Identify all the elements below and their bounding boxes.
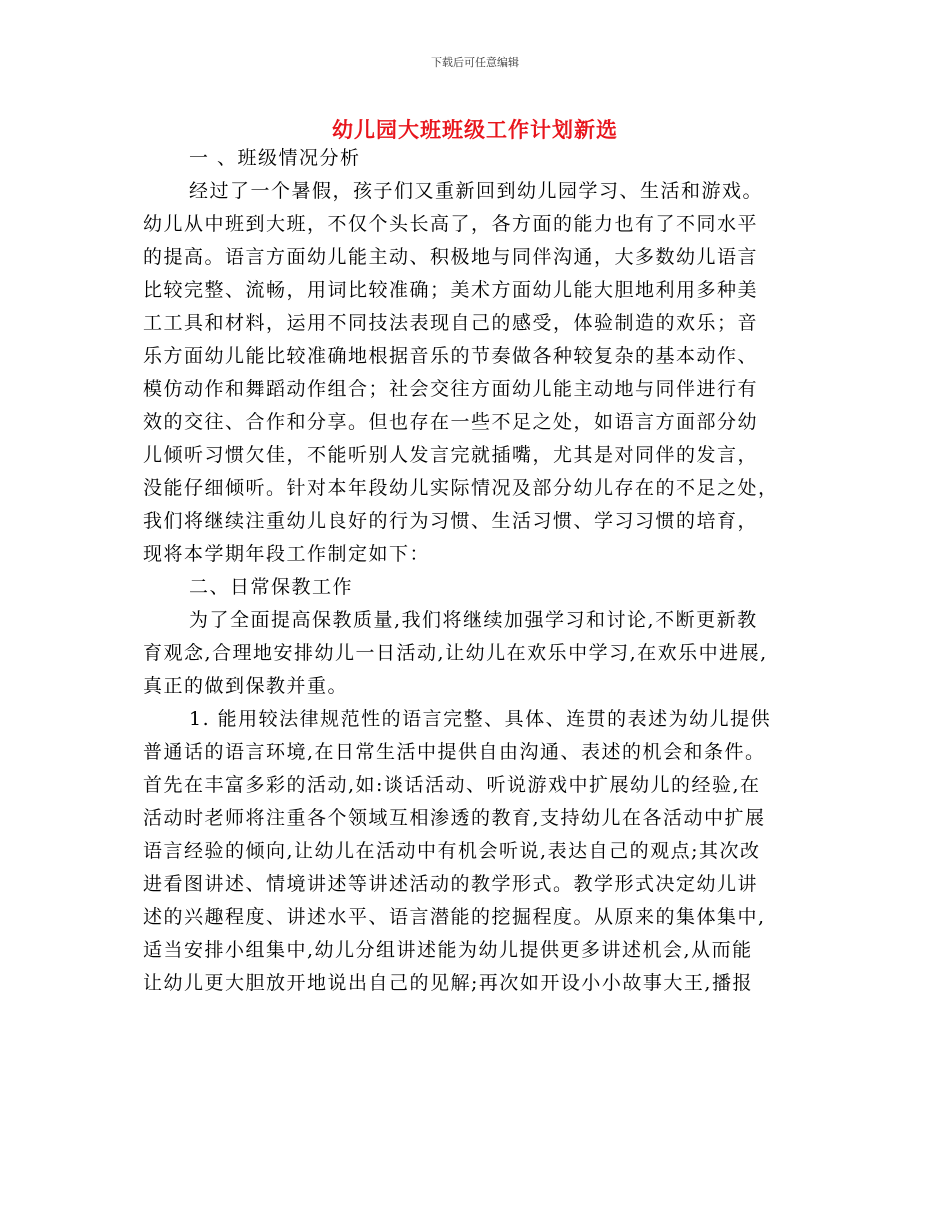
paragraph-line: 没能仔细倾听。针对本年段幼儿实际情况及部分幼儿存在的不足之处，	[143, 477, 779, 499]
paragraph-line: 述的兴趣程度、讲述水平、语言潜能的挖掘程度。从原来的集体集中,	[143, 906, 766, 928]
paragraph-line: 育观念,合理地安排幼儿一日活动,让幼儿在欢乐中学习,在欢乐中进展,	[143, 642, 768, 664]
paragraph-line: 1. 能用较法律规范性的语言完整、具体、连贯的表述为幼儿提供	[189, 708, 772, 730]
section-heading: 二、日常保教工作	[189, 576, 354, 598]
paragraph-line: 普通话的语言环境,在日常生活中提供自由沟通、表述的机会和条件。	[143, 741, 766, 763]
paragraph-line: 适当安排小组集中,幼儿分组讲述能为幼儿提供更多讲述机会,从而能	[143, 939, 753, 961]
section-heading: 一 、班级情况分析	[189, 147, 361, 169]
paragraph-line: 幼儿从中班到大班，不仅个头长高了，各方面的能力也有了不同水平	[143, 213, 759, 235]
paragraph-line: 经过了一个暑假，孩子们又重新回到幼儿园学习、生活和游戏。	[189, 180, 764, 202]
paragraph-line: 模仿动作和舞蹈动作组合；社会交往方面幼儿能主动地与同伴进行有	[143, 378, 759, 400]
document-body	[143, 142, 811, 1000]
paragraph-line: 我们将继续注重幼儿良好的行为习惯、生活习惯、学习习惯的培育，	[143, 510, 759, 532]
header-note: 下载后可任意编辑	[431, 56, 519, 69]
paragraph-line: 让幼儿更大胆放开地说出自己的见解;再次如开设小小故事大王,播报	[143, 972, 753, 994]
paragraph-line: 真正的做到保教并重。	[143, 675, 349, 697]
paragraph-line: 儿倾听习惯欠佳，不能听别人发言完就插嘴，尤其是对同伴的发言，	[143, 444, 759, 466]
document-title: 幼儿园大班班级工作计划新选	[332, 118, 618, 142]
paragraph-line: 乐方面幼儿能比较准确地根据音乐的节奏做各种较复杂的基本动作、	[143, 345, 759, 367]
paragraph-line: 首先在丰富多彩的活动,如:谈话活动、听说游戏中扩展幼儿的经验,在	[143, 774, 761, 796]
paragraph-line: 语言经验的倾向,让幼儿在活动中有机会听说,表达自己的观点;其次改	[143, 840, 761, 862]
paragraph-line: 现将本学期年段工作制定如下：	[143, 543, 431, 565]
paragraph-line: 为了全面提高保教质量,我们将继续加强学习和讨论,不断更新教	[189, 609, 758, 631]
paragraph-line: 进看图讲述、情境讲述等讲述活动的教学形式。教学形式决定幼儿讲	[143, 873, 759, 895]
paragraph-line: 的提高。语言方面幼儿能主动、积极地与同伴沟通，大多数幼儿语言	[143, 246, 759, 268]
paragraph-line: 比较完整、流畅，用词比较准确；美术方面幼儿能大胆地利用多种美	[143, 279, 759, 301]
paragraph-line: 效的交往、合作和分享。但也存在一些不足之处，如语言方面部分幼	[143, 411, 759, 433]
paragraph-line: 活动时老师将注重各个领域互相渗透的教育,支持幼儿在各活动中扩展	[143, 807, 766, 829]
paragraph-line: 工工具和材料，运用不同技法表现自己的感受，体验制造的欢乐；音	[143, 312, 759, 334]
